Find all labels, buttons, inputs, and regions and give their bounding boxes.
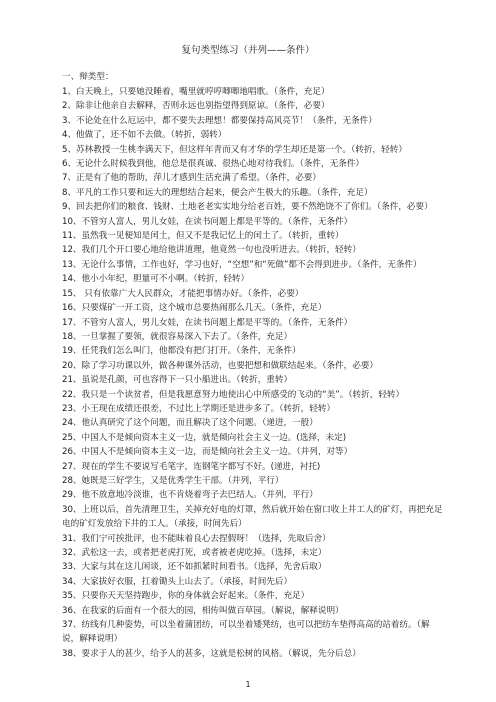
exercise-item: 7、正是有了他的帮助，萍儿才感到生活充满了希望。（条件，必要） [62, 173, 321, 184]
exercise-item: 8、平凡的工作只要和远大的理想结合起来，便会产生极大的乐趣。（条件，充足） [62, 187, 373, 198]
exercise-item: 17、不管穷人富人，男儿女娃，在读书问题上都是平等的。（条件，无条件） [62, 317, 353, 328]
exercise-item: 3、不论处在什么厄运中，都不要失去理想！都要保持高风亮节！（条件，无条件） [62, 115, 377, 126]
exercise-item: 2、除非让他亲自去解释，否则永远也别指望得到原谅。（条件，必要） [62, 101, 330, 112]
exercise-item: 1、白天晚上，只要她没睡着，嘴里就哼哼唧唧地唱歌。（条件，充足） [62, 87, 330, 97]
exercise-item: 12、我们几个开口要心地给他讲道理，他竟然一句也没听进去。（转折，轻转） [62, 245, 361, 256]
exercise-item: 29、他不放意地冷淡谁，也不肯烧着弯子去巴结人。（并列，平行） [62, 490, 318, 501]
exercise-item: 32、武松这一去，或者把老虎打死，或者被老虎吃掉。（选择，未定） [62, 548, 327, 558]
exercise-list [62, 85, 444, 661]
exercise-item: 36、在我家的后面有一个很大的园，相传叫做百草园。（解说，解释说明） [62, 605, 344, 616]
exercise-item: 10、不管穷人富人，男儿女娃，在读书问题上都是平等的。（条件，无条件） [62, 216, 353, 227]
exercise-item: 18、一旦掌握了要领，就很容易深入下去了。（条件，充足） [62, 331, 293, 342]
exercise-item: 9、回去把你们的粮食、钱财、土地老老实实地分给老百姓，要不然绝饶不了你们。（条件，必要） [62, 202, 433, 213]
exercise-item: 5、苏林教授一生桃李满天下，但这样年青而又有才华的学生却还是第一个。（转折，轻转） [62, 144, 407, 155]
exercise-item: 23、小王现在成绩还很差，不过比上学期还是进步多了。（转折，轻转） [62, 403, 336, 414]
exercise-item: 19、任凭我们怎么叫门，他都没有把门打开。（条件，无条件） [62, 346, 301, 357]
exercise-item: 22、我只是一个读贫者，但是我愿意努力地使出心中所感受的飞动的“美”。（转折，轻转） [62, 389, 405, 400]
exercise-item: 4、他做了，还不如不去做。（转折，弱转） [62, 130, 227, 141]
exercise-item: 35、只要你天天坚持跑步，你的身体就会好起来。（条件，充足） [62, 591, 310, 602]
exercise-item: 28、她既是三好学生，又是优秀学生干部。（并列，平行） [62, 475, 284, 486]
exercise-item: 27、现在的学生不要说写毛笔字，连钢笔字都写不好。(递进，衬托) [62, 461, 321, 472]
exercise-item: 13、无论什么事情，工作也好，学习也好，“空想”和“死做”都不会得到进步。（条件，无条件） [62, 259, 422, 270]
exercise-item: 15、 只有依靠广大人民群众，才能把事情办好。（条件，必要） [62, 288, 304, 299]
exercise-item: 33、大家与其在这儿闲谈，还不如抓紧时间看书。（选择，先舍后取） [62, 562, 327, 573]
exercise-item: 16、只要煤矿一开工资，这个城市总要热闹那么几天。（条件，充足） [62, 303, 327, 314]
exercise-item: 37、纺线有几种姿势，可以坐着蒲团纺，可以坐着矮凳纺，也可以把纺车垫得高高的站着纺。（解说，解释说明） [62, 620, 430, 645]
exercise-item: 20、除了学习功课以外，做各种课外活动，也要把想和做联结起来。（条件，必要） [62, 360, 379, 371]
exercise-item: 14、他小小年纪，胆量可不小啊。（转折，轻转） [62, 274, 250, 285]
exercise-item: 24、他认真研究了这个问题，而且解决了这个问题。（递进，一般） [62, 418, 318, 429]
exercise-item: 30、上班以后，首先清理卫生，关掉充好电的灯罩，然后就开始在窗口收上井工人的矿灯，再把充足电的矿灯发放给下井的工人。（承接，时间先后） [62, 504, 443, 530]
exercise-item: 21、虽说是孔颜，可也容得下一只小船进出。（转折，重转） [62, 375, 293, 386]
exercise-item: 26、中国人不是倾向资本主义一边，而是倾向社会主义一边。（并列，对等） [62, 447, 353, 458]
exercise-item: 34、大家拔好衣服，扛着锄头上山去了。（承接，时间先后） [62, 576, 293, 587]
page-number: 1 [245, 680, 251, 689]
document-title: 复句类型练习（并列——条件） [181, 45, 315, 56]
section-heading: 一、辩类型： [62, 72, 114, 82]
exercise-item: 31、我们宁可挨批评，也不能昧着良心去捏假呀！（选择，先取后舍） [62, 533, 331, 544]
exercise-item: 38、要求于人的甚少，给予人的甚多，这就是松树的风格。（解说，先分后总） [62, 648, 361, 659]
exercise-item: 11、虽然我一见便知是闰土，但又不是我记忆上的闰土了。（转折，重转） [62, 231, 344, 242]
exercise-item: 6、无论什么时候我到他，他总是很真诚、很热心地对待我们。（条件，无条件） [62, 159, 364, 170]
exercise-item: 25、中国人不是倾向资本主义一边，就是倾向社会主义一边。(选择，未定) [62, 432, 347, 443]
